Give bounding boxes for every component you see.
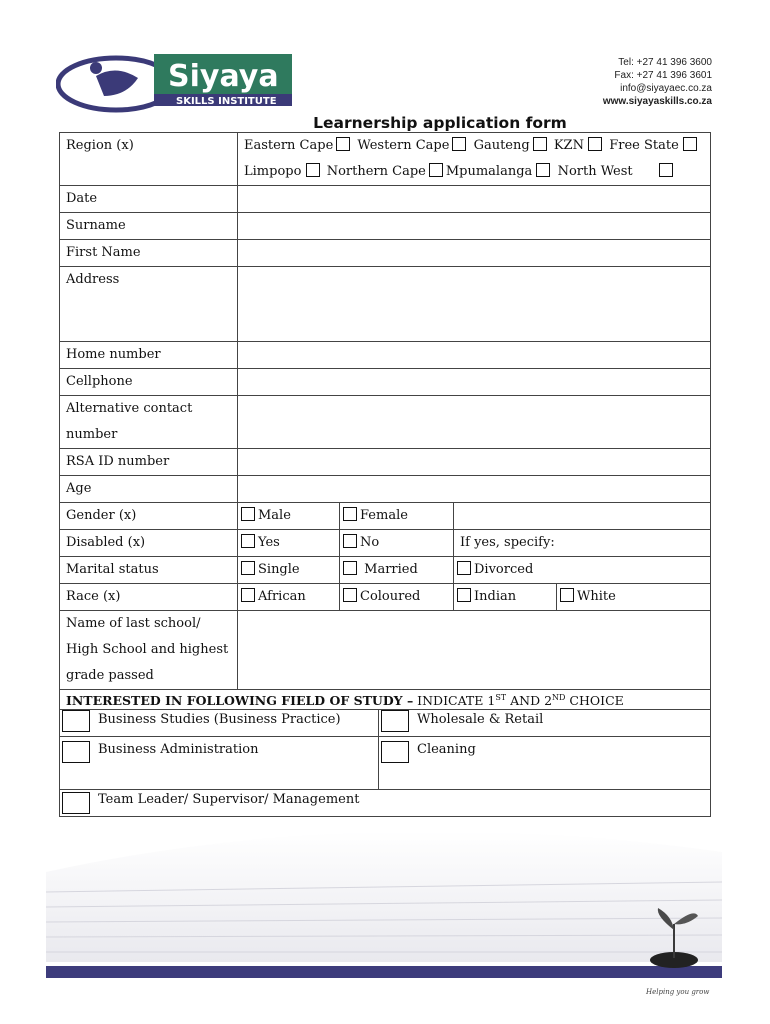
page-title: Learnership application form [313, 114, 567, 132]
rsa-id-label: RSA ID number [60, 449, 238, 476]
row-school [60, 611, 711, 690]
study-heading [60, 690, 711, 710]
study-team-leader-label: Team Leader/ Supervisor/ Management [98, 792, 360, 808]
region-free-state-label: Free State [609, 138, 679, 153]
marital-label: Marital status [60, 557, 238, 584]
race-indian-label: Indian [474, 589, 517, 604]
disabled-no-checkbox[interactable] [343, 534, 357, 548]
region-northern-cape-label: Northern Cape [326, 164, 426, 179]
region-free-state-checkbox[interactable] [683, 137, 697, 151]
race-label: Race (x) [60, 584, 238, 611]
race-coloured-label: Coloured [360, 589, 421, 604]
logo-sub-text: SKILLS INSTITUTE [176, 96, 277, 107]
region-western-cape-checkbox[interactable] [452, 137, 466, 151]
gender-male-label: Male [258, 508, 291, 523]
row-region [60, 133, 711, 186]
gender-label: Gender (x) [60, 503, 238, 530]
study-wholesale-label: Wholesale & Retail [417, 712, 544, 728]
region-kzn-label: KZN [553, 138, 584, 153]
row-date [60, 186, 711, 213]
footer-band [46, 966, 722, 978]
school-label-line1: Name of last school/ [66, 616, 201, 631]
study-business-studies-checkbox[interactable] [62, 710, 90, 732]
row-surname [60, 213, 711, 240]
home-number-input[interactable] [238, 342, 711, 369]
disabled-yes-checkbox[interactable] [241, 534, 255, 548]
rsa-id-input[interactable] [238, 449, 711, 476]
study-heading-bold: INTERESTED IN FOLLOWING FIELD OF STUDY – [66, 693, 414, 709]
contact-email: info@siyayaec.co.za [620, 83, 712, 94]
region-mpumalanga-checkbox[interactable] [536, 163, 550, 177]
contact-fax: Fax: +27 41 396 3601 [614, 70, 712, 81]
school-label-line3: grade passed [66, 668, 154, 683]
gender-female-checkbox[interactable] [343, 507, 357, 521]
address-label: Address [60, 267, 238, 342]
disabled-label: Disabled (x) [60, 530, 238, 557]
study-options-table [60, 710, 710, 816]
study-business-admin-checkbox[interactable] [62, 741, 90, 763]
region-label: Region (x) [60, 133, 238, 186]
cellphone-input[interactable] [238, 369, 711, 396]
race-indian-checkbox[interactable] [457, 588, 471, 602]
school-label-line2: High School and highest [66, 642, 229, 657]
row-disabled [60, 530, 711, 557]
marital-single-checkbox[interactable] [241, 561, 255, 575]
region-limpopo-checkbox[interactable] [306, 163, 320, 177]
cellphone-label: Cellphone [60, 369, 238, 396]
race-coloured-checkbox[interactable] [343, 588, 357, 602]
disabled-yes-label: Yes [258, 535, 280, 550]
first-name-input[interactable] [238, 240, 711, 267]
race-white-label: White [577, 589, 616, 604]
gender-male-checkbox[interactable] [241, 507, 255, 521]
home-number-label: Home number [60, 342, 238, 369]
logo-brand-text: Siyaya [168, 59, 279, 94]
disabled-no-label: No [360, 535, 380, 550]
study-heading-sup2: ND [552, 693, 566, 702]
region-gauteng-label: Gauteng [473, 138, 530, 153]
siyaya-logo [56, 50, 296, 120]
study-cleaning-label: Cleaning [417, 742, 476, 758]
row-home-number [60, 342, 711, 369]
marital-divorced-checkbox[interactable] [457, 561, 471, 575]
region-north-west-label: North West [557, 164, 633, 179]
row-rsa-id [60, 449, 711, 476]
row-age [60, 476, 711, 503]
age-input[interactable] [238, 476, 711, 503]
gender-extra-cell [454, 503, 710, 529]
date-label: Date [60, 186, 238, 213]
marital-married-label: Married [364, 562, 418, 577]
row-race [60, 584, 711, 611]
row-cellphone [60, 369, 711, 396]
race-white-checkbox[interactable] [560, 588, 574, 602]
age-label: Age [60, 476, 238, 503]
school-label [60, 611, 238, 690]
study-business-studies-label: Business Studies (Business Practice) [98, 712, 341, 728]
surname-input[interactable] [238, 213, 711, 240]
region-options [238, 133, 711, 186]
address-input[interactable] [238, 267, 711, 342]
study-heading-part2: AND 2 [506, 693, 553, 709]
race-african-checkbox[interactable] [241, 588, 255, 602]
marital-married-checkbox[interactable] [343, 561, 357, 575]
study-cleaning-checkbox[interactable] [381, 741, 409, 763]
row-gender [60, 503, 711, 530]
study-team-leader-checkbox[interactable] [62, 792, 90, 814]
school-input[interactable] [238, 611, 711, 690]
footer-tagline: Helping you grow [646, 988, 710, 996]
row-alt-contact [60, 396, 711, 449]
surname-label: Surname [60, 213, 238, 240]
study-heading-part3: CHOICE [565, 693, 624, 709]
alt-contact-label [60, 396, 238, 449]
region-limpopo-label: Limpopo [244, 164, 302, 179]
application-form [59, 132, 711, 817]
study-business-admin-label: Business Administration [98, 742, 259, 758]
gender-female-label: Female [360, 508, 408, 523]
region-northern-cape-checkbox[interactable] [429, 163, 443, 177]
footer-decoration [46, 812, 722, 1012]
alt-contact-label-line2: number [66, 427, 118, 442]
study-wholesale-checkbox[interactable] [381, 710, 409, 732]
region-eastern-cape-label: Eastern Cape [244, 138, 334, 153]
row-marital [60, 557, 711, 584]
alt-contact-input[interactable] [238, 396, 711, 449]
region-north-west-checkbox[interactable] [659, 163, 673, 177]
row-study-heading [60, 690, 711, 710]
contact-block [603, 56, 712, 108]
region-mpumalanga-label: Mpumalanga [445, 164, 533, 179]
marital-divorced-label: Divorced [474, 562, 534, 577]
region-western-cape-label: Western Cape [357, 138, 450, 153]
row-study-options [60, 710, 711, 817]
alt-contact-label-line1: Alternative contact [66, 401, 193, 416]
contact-website: www.siyayaskills.co.za [602, 96, 712, 107]
study-heading-part1: INDICATE 1 [413, 693, 496, 709]
region-eastern-cape-checkbox[interactable] [336, 137, 350, 151]
row-address [60, 267, 711, 342]
row-first-name [60, 240, 711, 267]
date-input[interactable] [238, 186, 711, 213]
first-name-label: First Name [60, 240, 238, 267]
region-gauteng-checkbox[interactable] [533, 137, 547, 151]
contact-tel: Tel: +27 41 396 3600 [618, 57, 712, 68]
region-kzn-checkbox[interactable] [588, 137, 602, 151]
disabled-specify-label: If yes, specify: [460, 535, 555, 550]
marital-single-label: Single [258, 562, 300, 577]
study-heading-sup1: ST [495, 693, 507, 702]
race-african-label: African [258, 589, 306, 604]
